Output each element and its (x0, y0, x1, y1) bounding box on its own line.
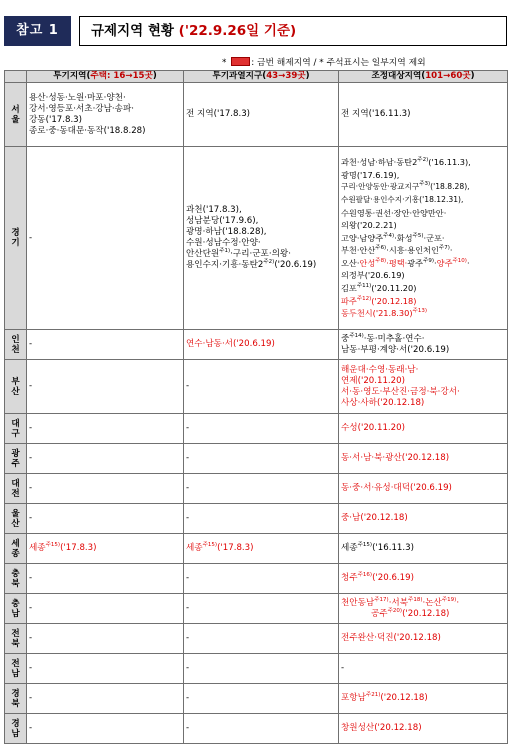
table-row-gyeonggi (5, 147, 508, 330)
table-row-chungnam (5, 594, 508, 624)
jeonbuk-speculation: - (27, 624, 184, 654)
table-row-chungbuk (5, 564, 508, 594)
gyeongbuk-speculation: - (27, 684, 184, 714)
region-jeonbuk: 전 북 (5, 624, 27, 654)
gwangju-adjustment: 동·서·남·북·광산('20.12.18) (339, 444, 508, 474)
sejong-adjustment: 세종$^{주15)}$('16.11.3) (339, 534, 508, 564)
gyeongnam-speculation: - (27, 714, 184, 744)
jeonnam-overheated: - (184, 654, 339, 684)
header-speculation-area: 투기지역(주택: 16→15곳) (27, 71, 184, 83)
table-row-gyeongnam (5, 714, 508, 744)
region-seoul: 서 울 (5, 83, 27, 147)
daejeon-overheated: - (184, 474, 339, 504)
legend (222, 57, 426, 69)
seoul-adjustment: 전 지역('16.11.3) (339, 83, 508, 147)
jeonbuk-overheated: - (184, 624, 339, 654)
ulsan-overheated: - (184, 504, 339, 534)
region-busan: 부 산 (5, 360, 27, 414)
gyeongnam-adjustment: 창원성산('20.12.18) (339, 714, 508, 744)
daejeon-speculation: - (27, 474, 184, 504)
region-chungnam: 충 남 (5, 594, 27, 624)
chungbuk-speculation: - (27, 564, 184, 594)
table-row-daegu (5, 414, 508, 444)
busan-overheated: - (184, 360, 339, 414)
gyeongbuk-adjustment: 포항남$^{주21)}$('20.12.18) (339, 684, 508, 714)
gyeonggi-overheated: 과천('17.8.3), 성남분당('17.9.6), 광명·하남('18.8.28), 수원·성남수정·안양· 안산단원$^{주1)}$·구리·군포·의왕· 용인수지·기흥·동탄$2^{주2)}('20.6.19)$ (184, 147, 339, 330)
incheon-speculation: - (27, 330, 184, 360)
table-row-daejeon (5, 474, 508, 504)
seoul-overheated: 전 지역('17.8.3) (184, 83, 339, 147)
legend-star: * (222, 58, 227, 68)
gyeonggi-adjustment: 과천·성남·하남·동탄$2^{주2)}('16.11.3)$, 광명('17.6.19), 구리·안양동안·광교지구$^{주3)}$('18.8.28), 수원팔달·용인수지·기흥('18.12.31), 수원영통·권선·장안·안양만안· 의왕('20.2.21) 고양·남양주$^{주4)}$·화성$^{주5)}$·군포· 부천·안산$^{주6)}$·시흥·용인처인$^{주7)}$· 오산·안성$^{주8)}$·평택·광주$^{주9)}$·양주$^{주10)}$· 의정부('20.6.19) 김포$^{주11)}$('20.11.20) 파주$^{주12)}$('20.12.18) 동두천시$('21.8.30)^{주13)}$ (339, 147, 508, 330)
jeonbuk-adjustment: 전주완산·덕진('20.12.18) (339, 624, 508, 654)
daegu-adjustment: 수성('20.11.20) (339, 414, 508, 444)
region-gyeongbuk: 경 북 (5, 684, 27, 714)
region-chungbuk: 충 북 (5, 564, 27, 594)
table-row-jeonbuk (5, 624, 508, 654)
table-row-gyeongbuk (5, 684, 508, 714)
title-date: ('22.9.26일 기준) (178, 23, 297, 39)
busan-adjustment: 해운대·수영·동래·남· 연제('20.11.20) 서·동·영도·부산진·금정·북·강서· 사상·사하('20.12.18) (339, 360, 508, 414)
jeonnam-speculation: - (27, 654, 184, 684)
header-overheated-district: 투기과열지구(43→39곳) (184, 71, 339, 83)
chungbuk-adjustment: 청주$^{주16)}$('20.6.19) (339, 564, 508, 594)
gwangju-speculation: - (27, 444, 184, 474)
table-row-jeonnam (5, 654, 508, 684)
sejong-overheated: 세종$^{주15)}$('17.8.3) (184, 534, 339, 564)
reference-badge: 참고 1 (4, 16, 71, 46)
header-blank (5, 71, 27, 83)
table-row-gwangju (5, 444, 508, 474)
sejong-speculation: 세종$^{주15)}$('17.8.3) (27, 534, 184, 564)
gyeongnam-overheated: - (184, 714, 339, 744)
incheon-adjustment: 중$^{주14)}$·동·미추홀·연수· 남동·부평·계양·서('20.6.19) (339, 330, 508, 360)
legend-text: : 금번 해제지역 / * 주석표시는 일부지역 제외 (251, 58, 426, 68)
region-gyeongnam: 경 남 (5, 714, 27, 744)
header (4, 16, 507, 46)
table-row-busan (5, 360, 508, 414)
region-daejeon: 대 전 (5, 474, 27, 504)
incheon-overheated: 연수·남동·서('20.6.19) (184, 330, 339, 360)
daegu-speculation: - (27, 414, 184, 444)
chungnam-speculation: - (27, 594, 184, 624)
header-adjustment-area: 조정대상지역(101→60곳) (339, 71, 508, 83)
chungnam-adjustment: 천안동남$^{주17)}$·서북$^{주18)}$·논산$^{주19)}$· 공주$^{주20)}$('20.12.18) (339, 594, 508, 624)
chungnam-overheated: - (184, 594, 339, 624)
title-prefix: 규제지역 현황 (91, 23, 179, 39)
busan-speculation: - (27, 360, 184, 414)
ulsan-speculation: - (27, 504, 184, 534)
daegu-overheated: - (184, 414, 339, 444)
table-row-seoul (5, 83, 508, 147)
released-area-swatch (231, 57, 250, 66)
region-gyeonggi: 경 기 (5, 147, 27, 330)
region-ulsan: 울 산 (5, 504, 27, 534)
daejeon-adjustment: 동·중·서·유성·대덕('20.6.19) (339, 474, 508, 504)
gyeongbuk-overheated: - (184, 684, 339, 714)
regulation-table (4, 70, 508, 744)
ulsan-adjustment: 중·남('20.12.18) (339, 504, 508, 534)
seoul-speculation: 용산·성동·노원·마포·양천· 강서·영등포·서초·강남·송파· 강동('17.8.3) 종로·중·동대문·동작('18.8.28) (27, 83, 184, 147)
table-header-row (5, 71, 508, 83)
region-gwangju: 광 주 (5, 444, 27, 474)
gwangju-overheated: - (184, 444, 339, 474)
table-row-incheon (5, 330, 508, 360)
table-row-ulsan (5, 504, 508, 534)
region-incheon: 인 천 (5, 330, 27, 360)
table-row-sejong (5, 534, 508, 564)
region-daegu: 대 구 (5, 414, 27, 444)
page-title (91, 17, 296, 45)
jeonnam-adjustment: - (339, 654, 508, 684)
region-jeonnam: 전 남 (5, 654, 27, 684)
chungbuk-overheated: - (184, 564, 339, 594)
region-sejong: 세 종 (5, 534, 27, 564)
title-box (79, 16, 507, 46)
gyeonggi-speculation: - (27, 147, 184, 330)
